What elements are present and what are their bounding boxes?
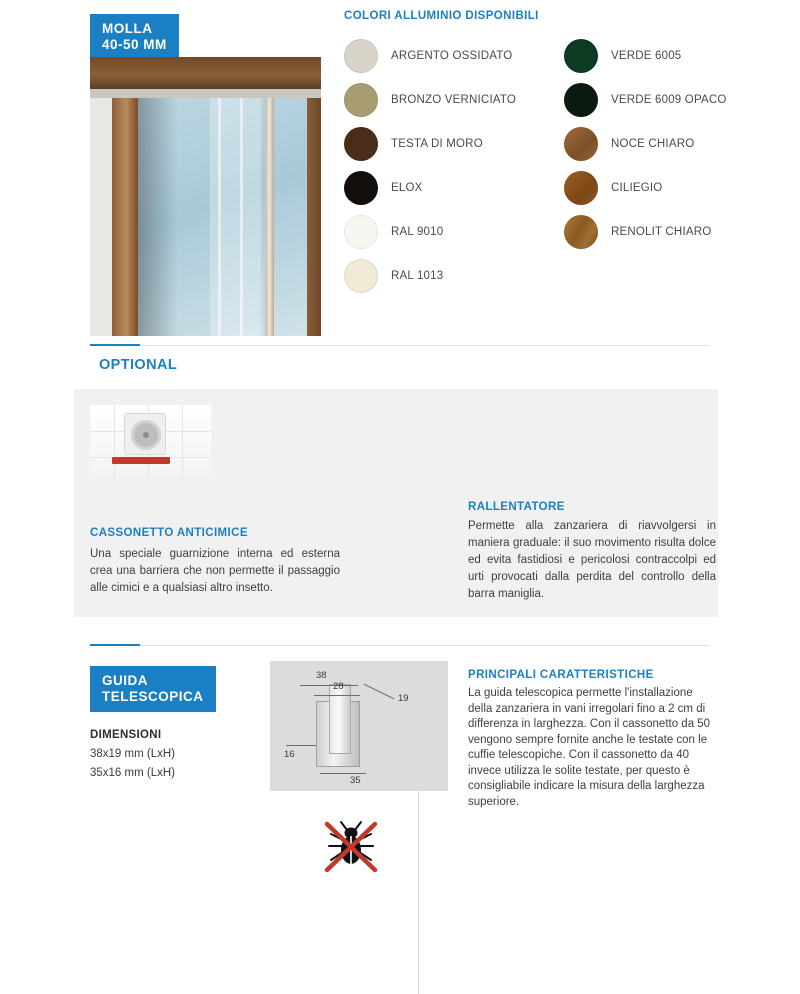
optional-column-divider (418, 789, 419, 994)
color-item (344, 210, 516, 254)
molla-badge-line2: 40-50 MM (102, 36, 167, 52)
profile-outer (316, 701, 360, 767)
color-label: ELOX (391, 182, 423, 194)
dim-line (300, 685, 358, 686)
color-swatch-icon (564, 215, 598, 249)
photo-right-frame (307, 57, 321, 336)
fan-unit (124, 413, 166, 455)
color-swatch-icon (344, 83, 378, 117)
fan-hub (143, 432, 149, 438)
color-item (344, 254, 516, 298)
color-label: BRONZO VERNICIATO (391, 94, 517, 106)
cassonetto-text: Una speciale guarnizione interna ed esterna crea una barriera che non permette il passaggio alle cimici e a qualsiasi altro insetto. (90, 548, 340, 594)
dim-label-35: 35 (350, 775, 361, 786)
optional-divider-accent (90, 344, 140, 346)
color-swatch-icon (564, 127, 598, 161)
optional-divider (90, 345, 710, 346)
molla-badge (90, 14, 179, 60)
tile-line (114, 405, 115, 478)
guida-divider-accent (90, 644, 140, 646)
dim-label-19: 19 (398, 693, 409, 704)
color-label: ARGENTO OSSIDATO (391, 50, 513, 62)
fan-photo (90, 405, 211, 478)
color-label: RAL 1013 (391, 270, 444, 282)
colors-section-title: COLORI ALLUMINIO DISPONIBILI (344, 10, 539, 22)
rallentatore-title: RALLENTATORE (468, 501, 565, 513)
photo-top-frame (90, 57, 321, 89)
color-label: NOCE CHIARO (611, 138, 695, 150)
dim-label-16: 16 (284, 749, 295, 760)
photo-shadow (138, 98, 178, 336)
molla-badge-line1: MOLLA (102, 21, 153, 36)
color-item (564, 210, 726, 254)
features-text: La guida telescopica permette l'installazione della zanzariera in vani irregolari fino a 2 cm di differenza in larghezza. Con il cassonetto da 50 vengono sempre fornite anche le testate con le cuffie telescopiche. Con il cassonetto da 40 invece utilizza le solite testate, per questo è consigliabile indicare la misura della larghezza superiore. (468, 687, 711, 808)
color-swatch-icon (344, 127, 378, 161)
color-item (344, 166, 516, 210)
guida-divider (90, 645, 710, 646)
guida-badge (90, 666, 216, 712)
color-label: VERDE 6009 OPACO (611, 94, 727, 106)
dim-line (320, 773, 366, 774)
tile-line (182, 405, 183, 478)
color-item (564, 78, 726, 122)
cassonetto-title: CASSONETTO ANTICIMICE (90, 527, 248, 539)
color-swatch-icon (344, 171, 378, 205)
photo-mesh-line (218, 98, 221, 336)
dim-line (314, 695, 360, 696)
product-photo-window (90, 57, 321, 336)
guida-technical-drawing (270, 661, 448, 791)
features-title: PRINCIPALI CARATTERISTICHE (468, 669, 654, 681)
color-label: TESTA DI MORO (391, 138, 483, 150)
fan-blades-icon (131, 420, 161, 450)
color-swatch-icon (564, 39, 598, 73)
color-label: CILIEGIO (611, 182, 663, 194)
dimension-value-2: 35x16 mm (LxH) (90, 767, 175, 779)
color-item (564, 34, 726, 78)
dim-label-28: 28 (333, 681, 344, 692)
color-item (344, 78, 516, 122)
color-swatch-icon (344, 259, 378, 293)
optional-section-title: OPTIONAL (99, 357, 178, 373)
dim-label-38: 38 (316, 670, 327, 681)
color-item (564, 166, 726, 210)
color-swatch-icon (564, 83, 598, 117)
rallentatore-text: Permette alla zanzariera di riavvolgersi in maniera graduale: il suo movimento risulta dolce ed evita fastidiosi e pericolosi contraccolpi ed urti provocati dalla perdita del controllo della barra maniglia. (468, 520, 716, 600)
guida-badge-line1: GUIDA (102, 673, 148, 688)
dim-line (286, 745, 316, 746)
photo-top-cassonetto (90, 89, 321, 98)
color-label: RAL 9010 (391, 226, 444, 238)
color-item (344, 34, 516, 78)
color-swatch-icon (344, 215, 378, 249)
dimension-value-1: 38x19 mm (LxH) (90, 748, 175, 760)
color-label: RENOLIT CHIARO (611, 226, 712, 238)
color-label: VERDE 6005 (611, 50, 682, 62)
colors-column-left (344, 34, 516, 298)
color-item (564, 122, 726, 166)
photo-handle-bar (265, 98, 274, 336)
photo-mesh-line (240, 98, 243, 336)
dimensions-title: DIMENSIONI (90, 729, 162, 741)
red-gasket-strip (112, 457, 170, 464)
photo-window-jamb (112, 98, 138, 336)
guida-badge-line2: TELESCOPICA (102, 688, 204, 704)
color-item (344, 122, 516, 166)
no-bug-icon (321, 814, 381, 876)
color-swatch-icon (344, 39, 378, 73)
color-swatch-icon (564, 171, 598, 205)
dim-line (364, 684, 395, 700)
colors-column-right (564, 34, 726, 254)
